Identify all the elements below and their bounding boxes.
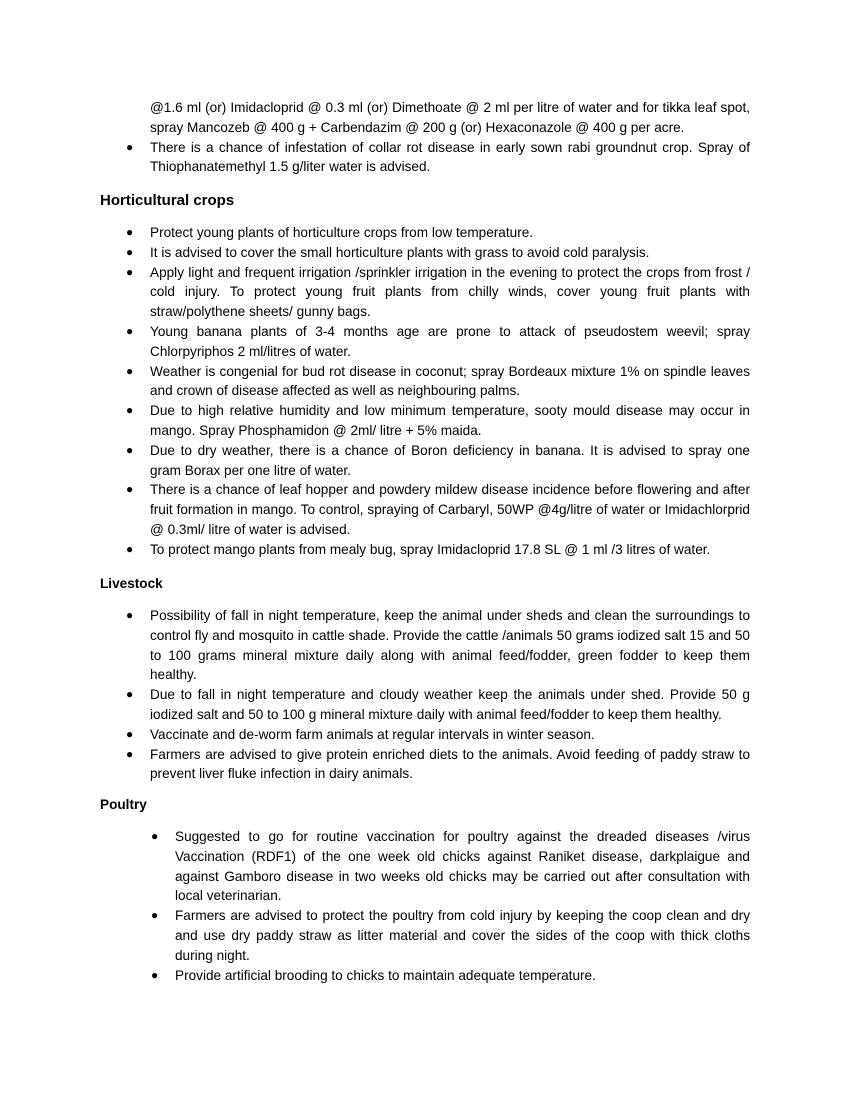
bullet-icon: ● <box>126 726 134 741</box>
bullet-icon: ● <box>151 967 159 982</box>
bullet-icon: ● <box>126 746 134 761</box>
list-item: ● Young banana plants of 3-4 months age are prone to attack of pseudostem weevil; spray Chlorpyriphos 2 ml/litres of water. <box>126 323 750 359</box>
bullet-icon: ● <box>126 244 134 259</box>
list-item: ● Protect young plants of horticulture crops from low temperature. <box>100 223 750 243</box>
list-item: ● To protect mango plants from mealy bug, spray Imidacloprid 17.8 SL @ 1 ml /3 litres of water. <box>100 540 750 560</box>
bullet-icon: ● <box>126 541 134 556</box>
bullet-icon: ● <box>126 482 134 497</box>
heading-poultry: Poultry <box>100 797 147 812</box>
list-item: ● It is advised to cover the small horticulture plants with grass to avoid cold paralysis. <box>100 243 750 263</box>
list-item: ● Vaccinate and de-worm farm animals at regular intervals in winter season. <box>100 725 750 745</box>
list-item: ● There is a chance of leaf hopper and powdery mildew disease incidence before flowering and after fruit formation in mango. To control, spraying of Carbaryl, 50WP @4g/litre of water or Imidachlorprid @ 0.3ml/ litre of water is advised. <box>126 482 750 537</box>
continued-paragraph: @1.6 ml (or) Imidacloprid @ 0.3 ml (or) Dimethoate @ 2 ml per litre of water and for tikka leaf spot, spray Mancozeb @ 400 g + Carbendazim @ 200 g (or) Hexaconazole @ 400 g per acre. <box>150 100 750 135</box>
horticultural-list <box>100 223 750 560</box>
poultry-section <box>100 827 750 985</box>
list-item: ● Apply light and frequent irrigation /sprinkler irrigation in the evening to protect the crops from frost / cold injury. To protect young fruit plants from chilly winds, cover young fruit plants with straw/polythene sheets/ gunny bags. <box>126 264 750 320</box>
list-item: ● Farmers are advised to give protein enriched diets to the animals. Avoid feeding of paddy straw to prevent liver fluke infection in dairy animals. <box>126 746 750 782</box>
bullet-icon: ● <box>126 403 134 418</box>
list-item: ● Provide artificial brooding to chicks to maintain adequate temperature. <box>100 966 750 986</box>
list-item: ● Farmers are advised to protect the poultry from cold injury by keeping the coop clean and dry and use dry paddy straw as litter material and cover the sides of the coop with thick cloths during night. <box>151 908 750 963</box>
intro-section <box>100 98 750 177</box>
intro-list <box>100 138 750 178</box>
bullet-icon: ● <box>151 908 159 923</box>
list-item: ● Suggested to go for routine vaccination for poultry against the dreaded diseases /virus Vaccination (RDF1) of the one week old chicks against Raniket disease, darkplaigue and against Gamboro disease in two weeks old chicks may be carried out after consultation with local veterinarian. <box>151 829 750 904</box>
bullet-icon: ● <box>126 225 134 239</box>
list-item: ● Due to dry weather, there is a chance of Boron deficiency in banana. It is advised to spray one gram Borax per one litre of water. <box>126 442 750 478</box>
heading-horticultural-crops: Horticultural crops <box>100 192 235 209</box>
list-item: ● There is a chance of infestation of collar rot disease in early sown rabi groundnut crop. Spray of Thiophanatemethyl 1.5 g/liter water is advised. <box>126 139 750 175</box>
livestock-section <box>100 606 750 784</box>
bullet-icon: ● <box>126 139 134 154</box>
bullet-icon: ● <box>126 442 134 457</box>
list-item: ● Due to high relative humidity and low minimum temperature, sooty mould disease may occur in mango. Spray Phosphamidon @ 2ml/ litre + 5% maida. <box>126 403 750 438</box>
heading-livestock: Livestock <box>100 576 163 591</box>
list-item: ● Possibility of fall in night temperature, keep the animal under sheds and clean the surroundings to control fly and mosquito in cattle shade. Provide the cattle /animals 50 grams iodized salt 15 and 50 to 100 grams mineral mixture daily along with animal feed/fodder, green fodder to keep them healthy. <box>126 608 750 683</box>
bullet-icon: ● <box>126 323 134 338</box>
bullet-icon: ● <box>126 264 134 279</box>
bullet-icon: ● <box>126 687 134 702</box>
livestock-list <box>100 606 750 784</box>
poultry-list <box>100 827 750 985</box>
list-item: ● Weather is congenial for bud rot disease in coconut; spray Bordeaux mixture 1% on spindle leaves and crown of disease affected as well as neighbouring palms. <box>126 363 750 399</box>
bullet-icon: ● <box>151 829 159 843</box>
horticultural-section <box>100 223 750 560</box>
bullet-icon: ● <box>126 608 134 622</box>
list-item: ● Due to fall in night temperature and cloudy weather keep the animals under shed. Provide 50 g iodized salt and 50 to 100 g mineral mixture daily with animal feed/fodder to keep them healthy. <box>126 687 750 722</box>
bullet-icon: ● <box>126 363 134 378</box>
